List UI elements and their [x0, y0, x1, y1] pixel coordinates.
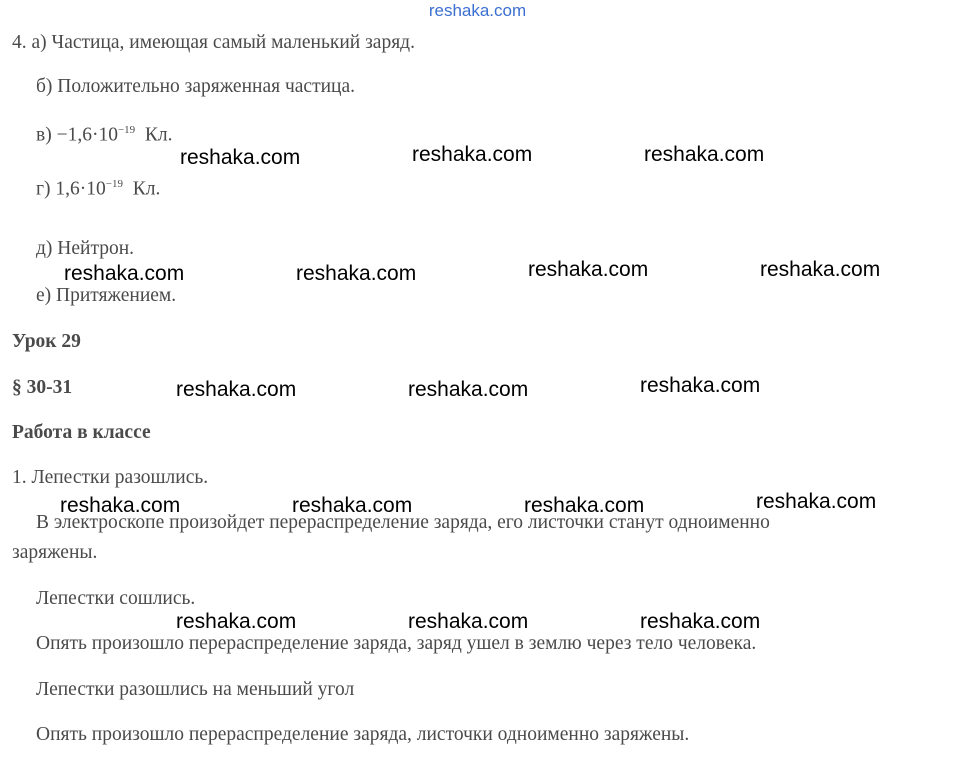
watermark: reshaka.com [176, 610, 297, 633]
watermark: reshaka.com [412, 143, 533, 166]
watermark: reshaka.com [176, 378, 297, 401]
item1-line7: Опять произошло перераспределение заряда, листочки одноименно заряжены. [36, 724, 690, 745]
item4-e: е) Притяжением. [36, 285, 177, 306]
item4-v-value: в) −1,6·10 [36, 124, 118, 146]
item1-line1: 1. Лепестки разошлись. [12, 467, 209, 488]
item4-v-exponent: −19 [117, 124, 136, 136]
item4-g-exponent: −19 [105, 178, 123, 190]
item4-d: д) Нейтрон. [36, 238, 135, 259]
watermark: reshaka.com [408, 610, 529, 633]
item1-line2: В электроскопе произойдет перераспределение заряда, его листочки станут одноименно [36, 512, 770, 533]
watermark: reshaka.com [180, 146, 301, 169]
item1-line6: Лепестки разошлись на меньший угол [36, 679, 355, 700]
item4-g [36, 178, 160, 201]
item4-g-value: г) 1,6·10 [36, 178, 106, 200]
item4-v-unit: Кл. [144, 124, 173, 146]
watermark: reshaka.com [64, 262, 185, 285]
classwork-heading: Работа в классе [12, 422, 151, 443]
item4-a: 4. а) Частица, имеющая самый маленький заряд. [12, 32, 415, 53]
watermark: reshaka.com [408, 378, 529, 401]
item4-g-unit: Кл. [132, 178, 161, 200]
lesson-heading: Урок 29 [12, 331, 81, 352]
watermark: reshaka.com [760, 258, 881, 281]
watermark: reshaka.com [524, 494, 645, 517]
watermark: reshaka.com [756, 490, 877, 513]
watermark: reshaka.com [528, 258, 649, 281]
site-header[interactable]: reshaka.com [428, 1, 527, 20]
watermark: reshaka.com [60, 494, 181, 517]
watermark: reshaka.com [644, 143, 765, 166]
section-heading: § 30-31 [12, 377, 73, 398]
item4-v [36, 124, 173, 147]
item1-line3: заряжены. [12, 542, 98, 563]
item4-b: б) Положительно заряженная частица. [36, 76, 355, 97]
item1-line4: Лепестки сошлись. [36, 588, 196, 609]
watermark: reshaka.com [292, 494, 413, 517]
watermark: reshaka.com [640, 374, 761, 397]
item1-line5: Опять произошло перераспределение заряда, заряд ушел в землю через тело человека. [36, 633, 757, 654]
watermark: reshaka.com [296, 262, 417, 285]
watermark: reshaka.com [640, 610, 761, 633]
